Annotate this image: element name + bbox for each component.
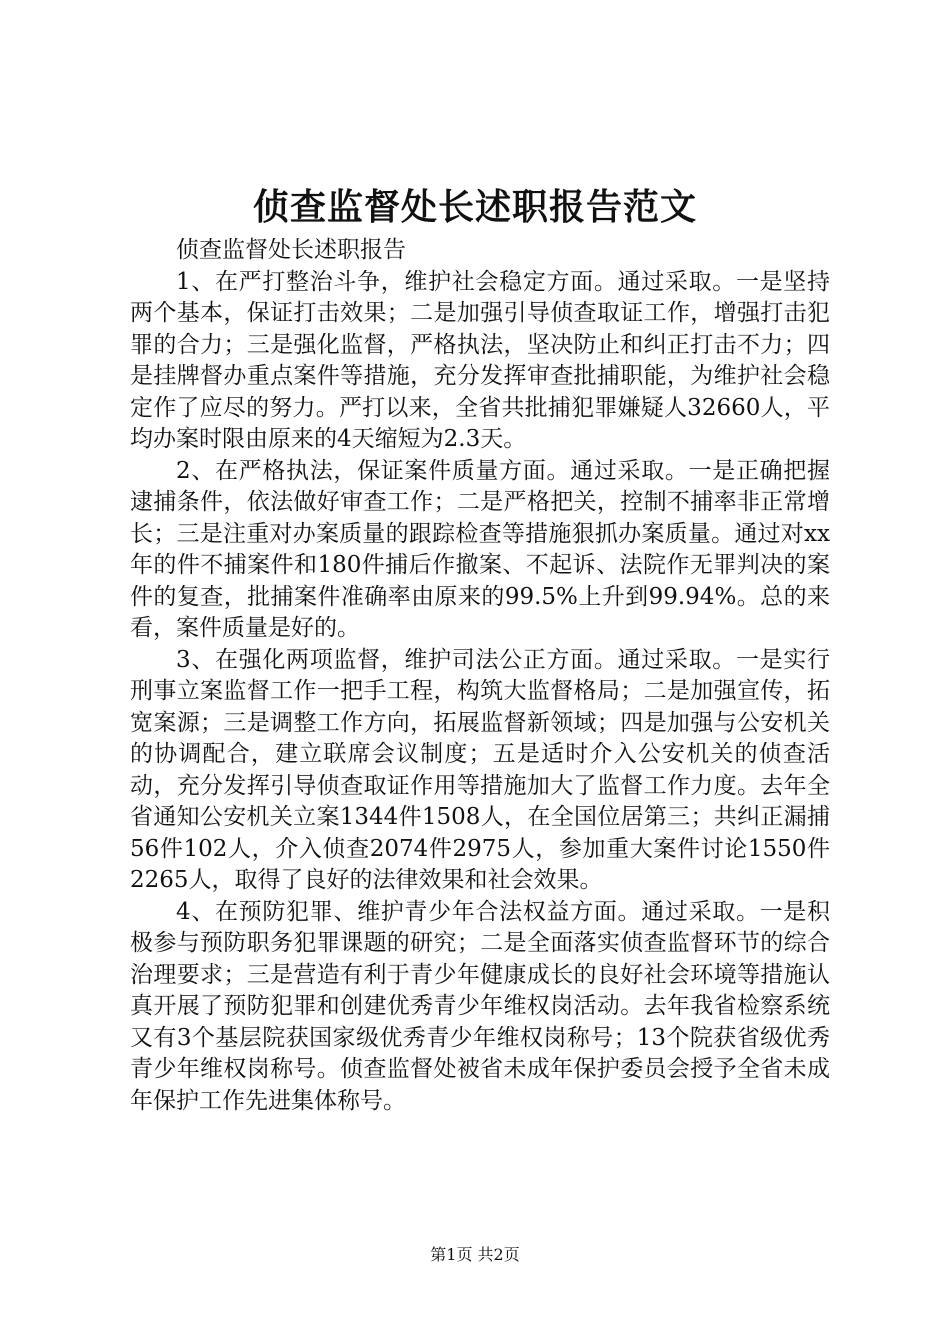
page-footer: 第1页 共2页 [430,1245,520,1264]
document-body [130,235,830,1117]
document-title: 侦查监督处长述职报告范文 [252,186,697,228]
paragraph-4: 4、在预防犯罪、维护青少年合法权益方面。通过采取。一是积极参与预防职务犯罪课题的研究；二是全面落实侦查监督环节的综合治理要求；三是营造有利于青少年健康成长的良好社会环境等措施认真开展了预防犯罪和创建优秀青少年维权岗活动。去年我省检察系统又有3个基层院获国家级优秀青少年维权岗称号；13个院获省级优秀青少年维权岗称号。侦查监督处被省未成年保护委员会授予全省未成年保护工作先进集体称号。 [130,898,830,1114]
paragraph-1: 1、在严打整治斗争，维护社会稳定方面。通过采取。一是坚持两个基本，保证打击效果；二是加强引导侦查取证工作，增强打击犯罪的合力；三是强化监督，严格执法，坚决防止和纠正打击不力；四是挂牌督办重点案件等措施，充分发挥审查批捕职能，为维护社会稳定作了应尽的努力。严打以来，全省共批捕犯罪嫌疑人32660人，平均办案时限由原来的4天缩短为2.3天。 [130,268,830,452]
paragraph-3: 3、在强化两项监督，维护司法公正方面。通过采取。一是实行刑事立案监督工作一把手工程，构筑大监督格局；二是加强宣传，拓宽案源；三是调整工作方向，拓展监督新领域；四是加强与公安机关的协调配合，建立联席会议制度；五是适时介入公安机关的侦查活动，充分发挥引导侦查取证作用等措施加大了监督工作力度。去年全省通知公安机关立案1344件1508人，在全国位居第三；共纠正漏捕56件102人，介入侦查2074件2975人，参加重大案件讨论1550件2265人，取得了良好的法律效果和社会效果。 [130,646,830,893]
paragraph-2: 2、在严格执法，保证案件质量方面。通过采取。一是正确把握逮捕条件，依法做好审查工作；二是严格把关，控制不捕率非正常增长；三是注重对办案质量的跟踪检查等措施狠抓办案质量。通过对xx年的件不捕案件和180件捕后作撤案、不起诉、法院作无罪判决的案件的复查，批捕案件准确率由原来的99.5%上升到99.94%。总的来看，案件质量是好的。 [130,457,830,641]
subtitle-paragraph: 侦查监督处长述职报告 [176,237,406,263]
